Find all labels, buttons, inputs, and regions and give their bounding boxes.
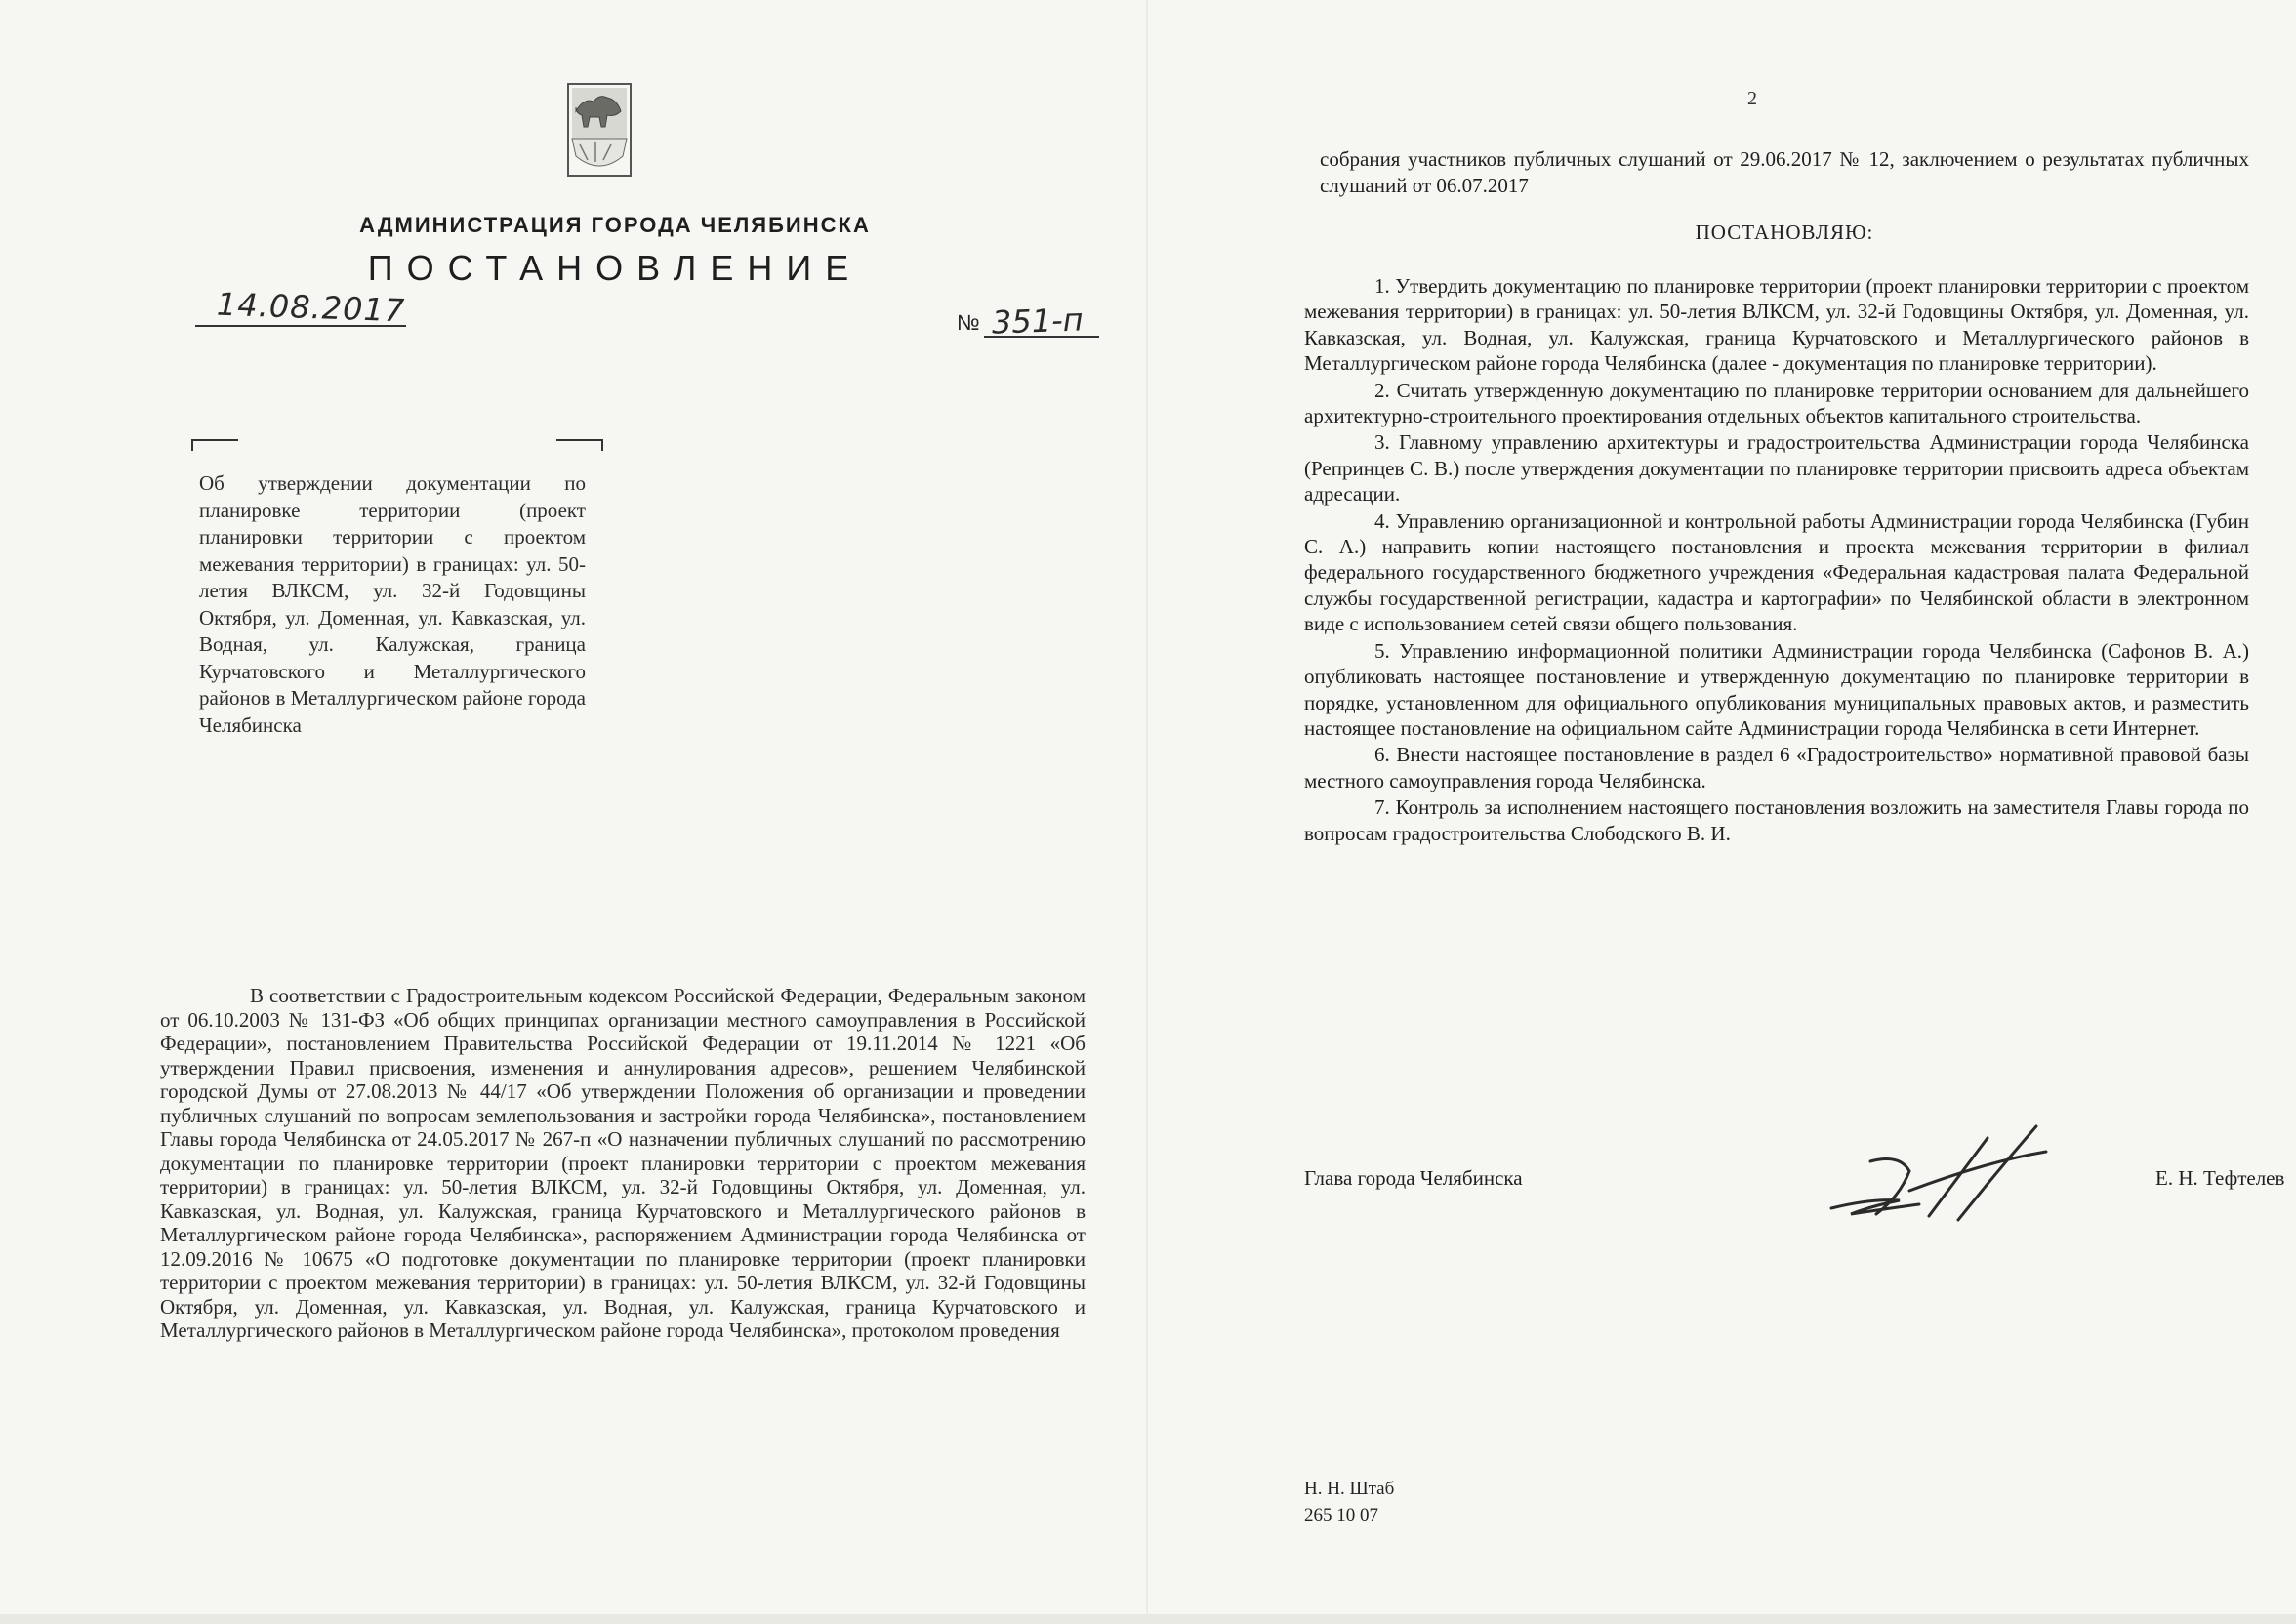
page-2: [1148, 0, 2296, 1624]
signatory-title: Глава города Челябинска: [1304, 1166, 1523, 1190]
executor-name: Н. Н. Штаб: [1304, 1479, 1395, 1499]
page-number: 2: [1747, 88, 1757, 109]
executor-phone: 265 10 07: [1304, 1505, 1378, 1525]
date-underline: [195, 325, 406, 327]
number-underline: [984, 336, 1099, 338]
decree-item: 3. Главному управлению архитектуры и градостроительства Администрации города Челябинска (Репринцев С. В.) после утверждения документации по планировке территории присвоить адреса объектам адресации.: [1304, 430, 2249, 507]
organization-title: АДМИНИСТРАЦИЯ ГОРОДА ЧЕЛЯБИНСКА: [359, 213, 871, 237]
handwritten-signature-icon: [1812, 1122, 2105, 1239]
document-date: 14.08.2017: [216, 285, 406, 330]
decree-item: 7. Контроль за исполнением настоящего постановления возложить на заместителя Главы города по вопросам градостроительства Слободского В. И.: [1304, 795, 2249, 845]
decree-item: 6. Внести настоящее постановление в раздел 6 «Градостроительство» нормативной правовой базы местного самоуправления города Челябинска.: [1304, 743, 2249, 792]
executor-block: [1304, 1476, 1394, 1528]
scan-edge: [0, 1614, 2296, 1624]
decree-item: 2. Считать утвержденную документацию по планировке территории основанием для дальнейшего архитектурно-строительного проектирования отдельных объектов капитального строительства.: [1304, 378, 2249, 428]
subject-bracket-right: [556, 439, 603, 451]
document-subject: Об утверждении документации по планировке территории (проект планировки территории с проектом межевания территории) в границах: ул. 50-летия ВЛКСМ, ул. 32-й Годовщины Октября, ул. Доменная, ул. Кавказская, ул. Водная, ул. Калужская, граница Курчатовского и Металлургического районов в Металлургическом районе города Челябинска: [199, 471, 586, 737]
city-emblem-icon: [566, 82, 633, 178]
preamble-continuation: собрания участников публичных слушаний от 29.06.2017 № 12, заключением о результатах публичных слушаний от 06.07.2017: [1320, 147, 2249, 197]
document-number: 351-п: [991, 301, 1085, 342]
decree-heading: ПОСТАНОВЛЯЮ:: [1695, 221, 1874, 244]
document-type-heading: ПОСТАНОВЛЕНИЕ: [367, 248, 863, 288]
subject-bracket-left: [191, 439, 238, 451]
decree-item: 5. Управлению информационной политики Администрации города Челябинска (Сафонов В. А.) опубликовать настоящее постановление и утвержденную документацию по планировке территории в порядке, установленном для официального опубликования муниципальных правовых актов, и разместить настоящее постановление на официальном сайте Администрации города Челябинска в сети Интернет.: [1304, 638, 2249, 740]
preamble-paragraph: В соответствии с Градостроительным кодексом Российской Федерации, Федеральным законом от 06.10.2003 № 131-ФЗ «Об общих принципах организации местного самоуправления в Российской Федерации», постановлением Правительства Российской Федерации от 19.11.2014 № 1221 «Об утверждении Правил присвоения, изменения и аннулирования адресов», решением Челябинской городской Думы от 27.08.2013 № 44/17 «Об утверждении Положения об организации и проведении публичных слушаний по вопросам землепользования и застройки города Челябинска», постановлением Главы города Челябинска от 24.05.2017 № 267-п «О назначении публичных слушаний по рассмотрению документации по планировке территории (проект планировки территории с проектом межевания территории) в границах: ул. 50-летия ВЛКСМ, ул. 32-й Годовщины Октября, ул. Доменная, ул. Кавказская, ул. Водная, ул. Калужская, граница Курчатовского и Металлургического районов в Металлургическом районе города Челябинска», распоряжением Администрации города Челябинска от 12.09.2016 № 10675 «О подготовке документации по планировке территории (проект планировки территории с проектом межевания территории) в границах: ул. 50-летия ВЛКСМ, ул. 32-й Годовщины Октября, ул. Доменная, ул. Кавказская, ул. Водная, ул. Калужская, граница Курчатовского и Металлургического районов в Металлургическом районе города Челябинска», протоколом проведения: [160, 984, 1086, 1342]
number-label: №: [957, 310, 980, 335]
signatory-name: Е. Н. Тефтелев: [2155, 1166, 2285, 1190]
decree-item: 1. Утвердить документацию по планировке территории (проект планировки территории с проектом межевания территории) в границах: ул. 50-летия ВЛКСМ, ул. 32-й Годовщины Октября, ул. Доменная, ул. Кавказская, ул. Водная, ул. Калужская, граница Курчатовского и Металлургического районов в Металлургическом районе города Челябинска (далее - документация по планировке территории).: [1304, 274, 2249, 376]
decree-item: 4. Управлению организационной и контрольной работы Администрации города Челябинска (Губин С. А.) направить копии настоящего постановления и проекта межевания территории в филиал федерального государственного бюджетного учреждения «Федеральная кадастровая палата Федеральной службы государственной регистрации, кадастра и картографии» по Челябинской области в электронном виде с использованием сетей связи общего пользования.: [1304, 508, 2249, 636]
decree-items: [1304, 273, 2249, 847]
